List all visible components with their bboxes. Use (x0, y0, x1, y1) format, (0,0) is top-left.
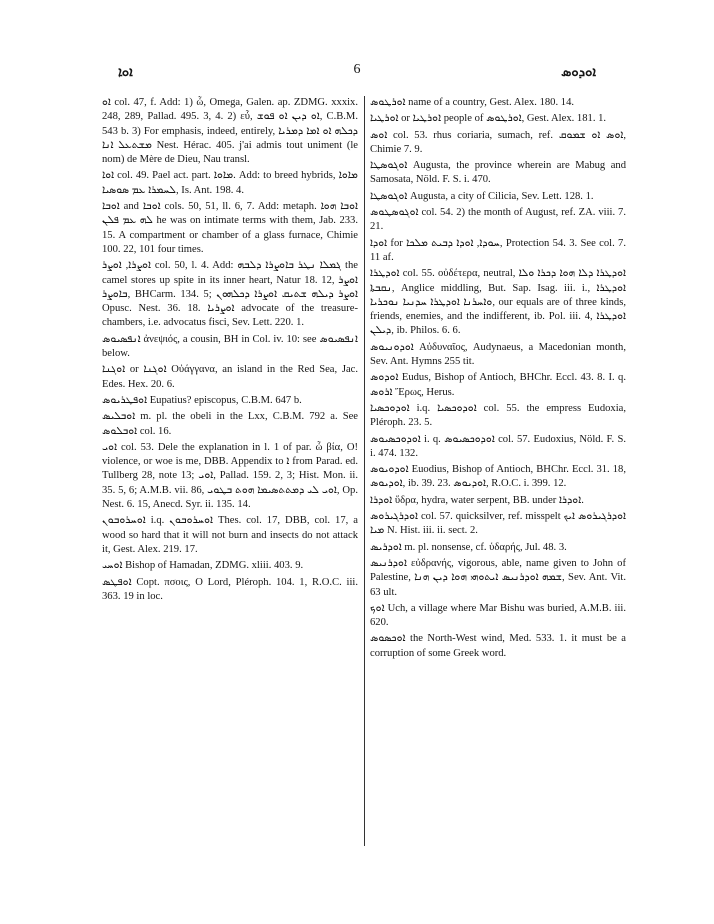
dictionary-entry: ܐܘܕܘܟܣܝܘܣ i. q. ܐܘܕܘܟܣܝܘܣ col. 57. Eudoxius, Nöld. F. S. i. 474. 132. (370, 433, 626, 459)
dictionary-entry: ܐܘܪܛܘܣ name of a country, Gest. Alex. 180. 14. (370, 97, 575, 108)
dictionary-entry: ܐܘܓܢܐ or ܐܘܓܢܐ Οὐάγγανα, an island in the Red Sea, Jac. Edes. Hex. 20. 6. (102, 364, 358, 390)
dictionary-entry: ܐܘܕܪܢܝܣ εὐδρανής, vigorous, able, name given to John of Palestine, ܫܡܗ ܐܘܕܪܢܝܣ ܐܝܬܘܗܝ ܗܘܐ ܕܝܢ ܗܢܐ, Sev. Ant. Vit. 63 ult. (370, 557, 626, 598)
header-right-word: ܐܘܕܘܣ (561, 64, 596, 79)
dictionary-entry: ܐܘܕܪܝܣ m. pl. nonsense, cf. ὑδαρής, Jul. 48. 3. (370, 541, 567, 553)
dictionary-entry: ܐܘܕܛܪܐ col. 55. οὐδέτερα, neutral, ܐܘܕܛܪܐ ܕܠܐ ܗܘܐ ܕܟܪܐ ܘܠܐ ܢܩܒܬܐ, Anglice middling, But. Sap. Isag. iii. i., ܐܘܕܛܪܐ ܘܐܚܪܢܐ ܐܘܕܛܪܐ ܚܕܢܝܐ ܢܘܟܪܝܐ, our equals are of three kinds, friends, enemies, and the indifferent, ib. Pol. iii. 4, ܐܘܕܛܪܐ ܕܝܠܢ, ib. Philos. 6. 6. (370, 268, 626, 337)
dictionary-entry: ܐܘܒܠܝܣ m. pl. the obeli in the Lxx, C.B.M. 792 a. See ܐܘܒܠܘܣ col. 16. (102, 411, 358, 437)
dictionary-entry: ܐܘܟܣܘܣ the North-West wind, Med. 533. 1. it must be a corruption of some Greek word. (370, 633, 626, 659)
left-column (102, 96, 358, 896)
dictionary-entry: ܐܘܕܐ for ܚܘܕܐ, ܐܘܕܐ ܕܒܝܬ ܡܠܟܐ, Protection 54. 3. See col. 7. 11 af. (370, 237, 626, 263)
dictionary-entry: ܐܘܕܘܝܘܣ Euodius, Bishop of Antioch, BHChr. Eccl. 31. 18, ܐܘܕܝܘܣ, ib. 39. 23. ܐܘܕܝܘܣ, R.O.C. i. 399. 12. (370, 464, 626, 490)
dictionary-entry: ܐܘܕܘܢܝܘܣ Αὐδυναῖος, Audynaeus, a Macedonian month, Sev. Ant. Hymns 255 tit. (370, 341, 626, 368)
dictionary-entry: ܐܘܕܘܟܣܝܐ i.q. ܐܘܕܘܟܣܝܐ col. 55. the empress Eudoxia, Pléroph. 23. 5. (370, 402, 626, 429)
page-number: 6 (353, 62, 361, 77)
dictionary-entry: ܐܘܟ Uch, a village where Mar Bishu was buried, A.M.B. iii. 620. (370, 602, 626, 629)
dictionary-entry: ܐܢܦܣܝܘܣ ἀνεψιός, a cousin, BH in Col. iv. 10: see ܐܢܦܣܝܘܣ below. (102, 333, 358, 360)
dictionary-entry: ܐܘܝ col. 53. Dele the explanation in l. 1 of par. ὦ βία, O! violence, or woe is me, DBB. Appendix to ܐ from Parad. ed. Tullberg 28, note 13; ܐܘܝ, Pallad. 159. 2, 3; Hist. Mon. ii. 35. 5, 6; A.M.B. vii. 86, ܐܘܝ ܠܝ ܕܡܬܬܣܝܡܐ ܗܘܬ ܒܛܘܝ, Op. Nest. 6. 15, Anecd. Syr. ii. 135. 14. (102, 441, 358, 511)
dictionary-entry: ܐܘܓܘܣܛܘܣ col. 54. 2) the month of August, ref. ZA. viii. 7. 21. (370, 207, 626, 233)
dictionary-entry: ܐܘܕܪܓܝܪܘܣ col. 57. quicksilver, ref. misspelt ܐܘܕܪܓܝܪܘܣ ܐܝܟ ܡܝܐ N. Hist. iii. ii. sect. 2. (370, 511, 626, 537)
dictionary-entry: ܐܘܚܝ Bishop of Hamadan, ZDMG. xliii. 403. 9. (102, 560, 304, 572)
dictionary-entry: ܐܘܒܐ and ܐܘܒܐ cols. 50, 51, ll. 6, 7. Add: metaph. ܐܘܒܐ ܗܘܐ ܠܗ ܥܡ ܦܠܢ he was on intimate terms with them, Jab. 233. 15. A compartment or chamber of a glass furnace, Chimie 100. 22, 101 four times. (102, 201, 358, 255)
right-column (370, 96, 626, 896)
running-head (104, 62, 610, 84)
dictionary-entry: ܐܘܪܛܝܐ or ܐܘܪܛܝܐ people of ܐܘܪܛܘܣ, Gest. Alex. 181. 1. (370, 113, 607, 125)
dictionary-entry: ܐܘܓܘܣܛܐ Augusta, the province wherein are Mabug and Samosata, Nöld. F. S. i. 470. (370, 160, 626, 186)
dictionary-entry: ܐܘܦܛܣ Copt. πσοις, O Lord, Pléroph. 104. 1, R.O.C. iii. 363. 19 in loc. (102, 576, 358, 602)
dictionary-entry: ܐܘܦܛܪܝܘܣ Eupatius? episcopus, C.B.M. 647 b. (102, 394, 302, 406)
dictionary-entry: ܐܘܨܪܐ, ܐܘܨܪ col. 50, l. 4. Add: ܓܡܠܐ ܢܛܪ ܒܐܘܨܪܐ ܕܠܒܗ the camel stores up spite in its inner heart, Natur 18. 12, ܐܘܨܪ ܒܐܘܨܪ, BHCarm. 134. 5; ܐܘܨܪ ܕܝܠܗ ܫܬܝܩ ܐܘܨܪܐ ܕܟܠܗܘܢ Opusc. Nest. 36. 18. ܐܘܨܪܝܐ advocate of the treasure-chambers, i.e. advocatus fisci, Sev. Lett. 220. 1. (102, 260, 358, 329)
dictionary-entry: ܐܘ col. 47, f. Add: 1) ὦ, Omega, Galen. ap. ZDMG. xxxix. 248, 289, Pallad. 495. 3, 4. 2) εὖ, ܐܘ ܕܝܢ ܐܘ ܦܘܫ, C.B.M. 543 b. 3) For emphasis, indeed, entirely, ܕܟܠܗ ܐܘ ܐܡܐ ܕܡܪܝܐ ܡܫܬܥܠ ܐܢܐ Nest. Hérac. 405. j'ai admis tout uniment (le nom) de Mère de Dieu, Nau transl. (102, 97, 358, 166)
dictionary-entry: ܐܘܕܪܐ ὕδρα, hydra, water serpent, BB. under ܐܘܕܪܐ. (370, 494, 584, 506)
dictionary-entry: ܐܘܚܪܘܒܘܢ i.q. ܐܘܚܪܘܒܘܢ Thes. col. 17, DBB, col. 17, a wood so hard that it will not burn and insects do not attack it, Gest. Alex. 219. 17. (102, 515, 358, 555)
dictionary-entry: ܐܘܕܘܣ Eudus, Bishop of Antioch, BHChr. Eccl. 43. 8. I. q. ܐܪܘܣ Ἔρως, Herus. (370, 372, 626, 398)
column-divider (364, 96, 365, 846)
dictionary-entry: ܐܘܓܘܣܛܐ Augusta, a city of Cilicia, Sev. Lett. 128. 1. (370, 190, 594, 202)
dictionary-entry: ܐܘܣ col. 53. rhus coriaria, sumach, ref. ܐܘܣ ܐܘ ܫܡܘܩ, Chimie 7. 9. (370, 129, 626, 155)
header-left-word: ܐܘܐ (118, 64, 133, 79)
dictionary-entry: ܐܘܐ col. 49. Pael act. part. ܡܐܘܐ. Add: to breed hybrids, ܡܐܘܐ ܠܚܡܪܐ ܥܡ ܣܘܣܝܐ, Is. Ant. 198. 4. (102, 170, 358, 196)
